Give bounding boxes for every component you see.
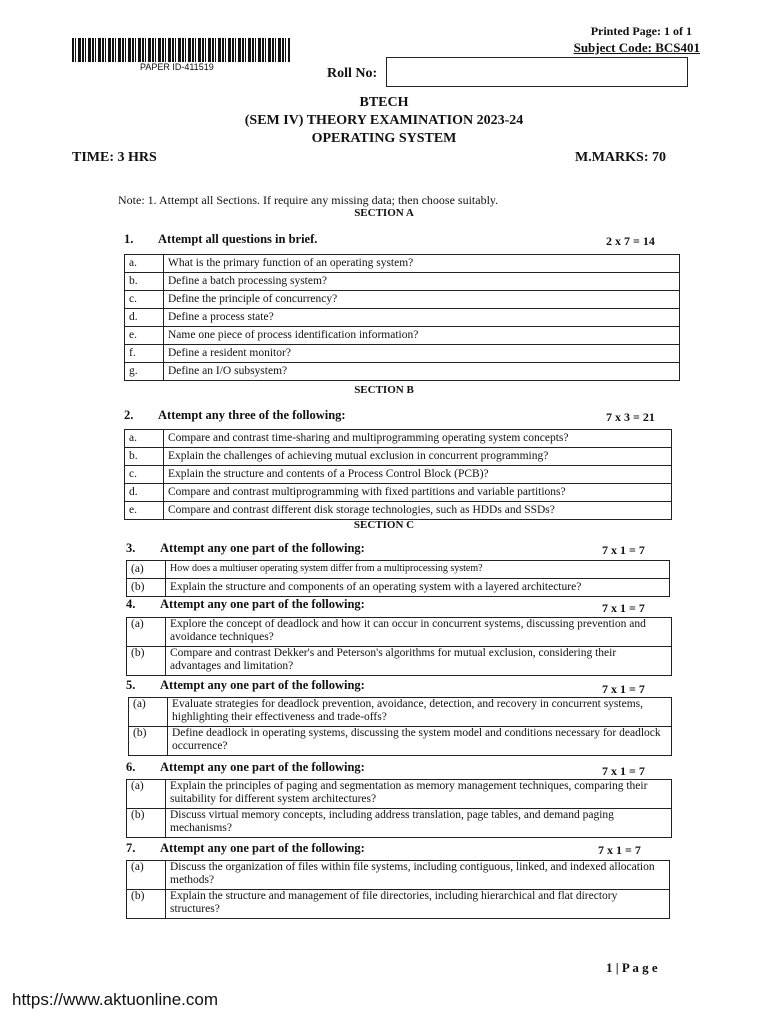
table-row: [125, 327, 680, 345]
section-c-title: SECTION C: [353, 519, 415, 531]
question-4-marks: 7 x 1 = 7: [602, 601, 645, 615]
item-text: Explain the structure and contents of a Process Control Block (PCB)?: [164, 466, 672, 484]
question-instruction: Attempt any one part of the following:: [160, 841, 365, 855]
question-5-marks: 7 x 1 = 7: [602, 682, 645, 696]
roll-no-label: Roll No:: [327, 66, 378, 81]
question-instruction: Attempt any three of the following:: [158, 408, 346, 422]
table-row: [129, 698, 672, 727]
item-text: Define a batch processing system?: [164, 273, 680, 291]
section-b-title: SECTION B: [354, 384, 414, 396]
page-number: 1 | P a g e: [606, 960, 658, 975]
table-row: [125, 448, 672, 466]
question-number: 5.: [126, 678, 136, 692]
item-text: Compare and contrast time-sharing and multiprogramming operating system concepts?: [164, 430, 672, 448]
item-label: f.: [125, 345, 164, 363]
table-row: [129, 727, 672, 756]
item-text: What is the primary function of an operating system?: [164, 255, 680, 273]
paper-id: PAPER ID-411519: [140, 62, 214, 72]
question-3-marks: 7 x 1 = 7: [602, 543, 645, 557]
time-allowed: TIME: 3 HRS: [72, 150, 157, 165]
question-7-marks: 7 x 1 = 7: [598, 843, 641, 857]
question-1-marks: 2 x 7 = 14: [606, 234, 655, 248]
item-label: a.: [125, 255, 164, 273]
question-instruction: Attempt any one part of the following:: [160, 760, 365, 774]
item-label: (a): [127, 780, 166, 809]
item-text: Explain the principles of paging and segmentation as memory management techniques, comparing their suitability for different system architectures?: [166, 780, 672, 809]
program-title: BTECH: [359, 95, 409, 110]
table-row: [125, 345, 680, 363]
table-row: [127, 618, 672, 647]
subject-code: Subject Code: BCS401: [573, 40, 700, 55]
item-text: Define an I/O subsystem?: [164, 363, 680, 381]
item-text: Evaluate strategies for deadlock prevention, avoidance, detection, and recovery in concurrent systems, highlighting their effectiveness and trade-offs?: [168, 698, 672, 727]
item-label: (b): [127, 647, 166, 676]
question-3-heading: [126, 541, 365, 556]
table-row: [125, 273, 680, 291]
item-label: g.: [125, 363, 164, 381]
table-row: [125, 430, 672, 448]
item-label: a.: [125, 430, 164, 448]
item-label: (a): [127, 861, 166, 890]
item-label: d.: [125, 484, 164, 502]
subject-title: OPERATING SYSTEM: [311, 131, 457, 146]
max-marks: M.MARKS: 70: [575, 150, 666, 165]
item-text: Compare and contrast Dekker's and Peterson's algorithms for mutual exclusion, considering their advantages and limitation?: [166, 647, 672, 676]
item-label: (b): [127, 579, 166, 597]
table-row: [127, 861, 670, 890]
section-b-table: [124, 429, 672, 520]
item-text: Explain the structure and components of an operating system with a layered architecture?: [166, 579, 670, 597]
barcode: [72, 38, 290, 62]
item-text: Compare and contrast different disk storage technologies, such as HDDs and SSDs?: [164, 502, 672, 520]
question-instruction: Attempt any one part of the following:: [160, 597, 365, 611]
table-row: [127, 890, 670, 919]
question-5-heading: [126, 678, 365, 693]
question-2-marks: 7 x 3 = 21: [606, 410, 655, 424]
question-instruction: Attempt any one part of the following:: [160, 541, 365, 555]
section-a-table: [124, 254, 680, 381]
item-label: (b): [127, 809, 166, 838]
item-text: Name one piece of process identification information?: [164, 327, 680, 345]
item-label: c.: [125, 466, 164, 484]
item-text: Discuss virtual memory concepts, including address translation, page tables, and demand paging mechanisms?: [166, 809, 672, 838]
item-text: Explain the challenges of achieving mutual exclusion in concurrent programming?: [164, 448, 672, 466]
question-1-heading: [124, 232, 317, 247]
question-5-table: [128, 697, 672, 756]
item-text: How does a multiuser operating system differ from a multiprocessing system?: [166, 561, 670, 579]
question-number: 2.: [124, 408, 134, 422]
section-a-title: SECTION A: [354, 207, 414, 219]
question-3-table: [126, 560, 670, 597]
item-text: Discuss the organization of files within file systems, including contiguous, linked, and indexed allocation methods?: [166, 861, 670, 890]
table-row: [125, 466, 672, 484]
question-6-marks: 7 x 1 = 7: [602, 764, 645, 778]
table-row: [127, 780, 672, 809]
question-7-table: [126, 860, 670, 919]
table-row: [125, 363, 680, 381]
source-url[interactable]: https://www.aktuonline.com: [12, 990, 218, 1009]
table-row: [125, 309, 680, 327]
table-row: [127, 579, 670, 597]
item-label: (a): [129, 698, 168, 727]
question-7-heading: [126, 841, 365, 856]
question-number: 7.: [126, 841, 136, 855]
item-label: (a): [127, 618, 166, 647]
item-text: Explain the structure and management of file directories, including hierarchical and flat directory structures?: [166, 890, 670, 919]
table-row: [125, 291, 680, 309]
question-6-heading: [126, 760, 365, 775]
item-text: Explore the concept of deadlock and how it can occur in concurrent systems, discussing prevention and avoidance techniques?: [166, 618, 672, 647]
question-instruction: Attempt any one part of the following:: [160, 678, 365, 692]
question-number: 6.: [126, 760, 136, 774]
question-number: 4.: [126, 597, 136, 611]
table-row: [125, 502, 672, 520]
item-label: e.: [125, 327, 164, 345]
item-text: Define the principle of concurrency?: [164, 291, 680, 309]
exam-title: (SEM IV) THEORY EXAMINATION 2023-24: [244, 113, 524, 128]
item-label: c.: [125, 291, 164, 309]
item-label: d.: [125, 309, 164, 327]
item-label: b.: [125, 448, 164, 466]
item-label: (b): [127, 890, 166, 919]
item-text: Compare and contrast multiprogramming with fixed partitions and variable partitions?: [164, 484, 672, 502]
question-4-heading: [126, 597, 365, 612]
question-6-table: [126, 779, 672, 838]
roll-no-box: [386, 57, 688, 87]
item-label: (a): [127, 561, 166, 579]
item-text: Define deadlock in operating systems, discussing the system model and conditions necessary for deadlock occurrence?: [168, 727, 672, 756]
table-row: [127, 809, 672, 838]
printed-page: Printed Page: 1 of 1: [590, 24, 692, 38]
question-4-table: [126, 617, 672, 676]
table-row: [125, 255, 680, 273]
item-label: b.: [125, 273, 164, 291]
question-2-heading: [124, 408, 346, 423]
item-label: (b): [129, 727, 168, 756]
question-number: 1.: [124, 232, 134, 246]
item-label: e.: [125, 502, 164, 520]
question-instruction: Attempt all questions in brief.: [158, 232, 318, 246]
item-text: Define a process state?: [164, 309, 680, 327]
table-row: [125, 484, 672, 502]
item-text: Define a resident monitor?: [164, 345, 680, 363]
question-number: 3.: [126, 541, 136, 555]
table-row: [127, 647, 672, 676]
table-row: [127, 561, 670, 579]
note: Note: 1. Attempt all Sections. If require any missing data; then choose suitably.: [118, 193, 499, 207]
